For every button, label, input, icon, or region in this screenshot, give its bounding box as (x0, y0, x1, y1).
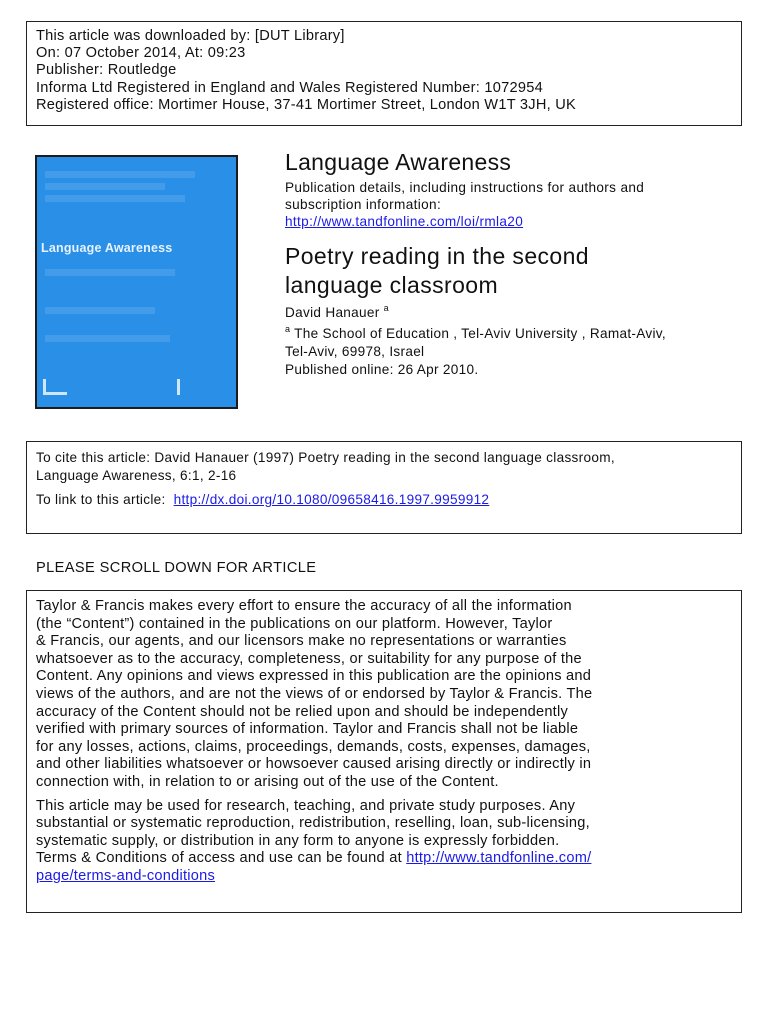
publication-details-line: subscription information: (285, 197, 442, 212)
terms-line: This article may be used for research, teaching, and private study purposes. Any (36, 797, 576, 814)
download-info-line: Publisher: Routledge (36, 62, 177, 79)
journal-url-link[interactable]: http://www.tandfonline.com/loi/rmla20 (285, 214, 524, 229)
download-info-line: On: 07 October 2014, At: 09:23 (36, 45, 246, 62)
download-info-line: This article was downloaded by: [DUT Library] (36, 28, 345, 44)
cover-decoration (45, 269, 175, 276)
terms-line: substantial or systematic reproduction, redistribution, reselling, loan, sub-licensing, (36, 815, 590, 832)
cover-decoration (45, 183, 165, 190)
terms-line: whatsoever as to the accuracy, completeness, or suitability for any purpose of the (36, 650, 582, 667)
publisher-logo-icon (43, 379, 67, 395)
affiliation-line-2: Tel-Aviv, 69978, Israel (285, 344, 425, 359)
download-info-box (26, 21, 742, 126)
terms-line: systematic supply, or distribution in any form to anyone is expressly forbidden. (36, 832, 560, 849)
routledge-logo-icon (177, 379, 191, 395)
author-name-text: David Hanauer (285, 305, 380, 320)
usage-paragraph (36, 798, 733, 886)
download-info-line: Registered office: Mortimer House, 37-41 Mortimer Street, London W1T 3JH, UK (36, 96, 576, 113)
terms-link-part1[interactable]: http://www.tandfonline.com/ (406, 850, 592, 867)
terms-line (36, 850, 733, 868)
journal-title: Language Awareness (285, 149, 512, 175)
author-superscript: a (383, 303, 389, 313)
publication-details-line: Publication details, including instructions for authors and (285, 180, 645, 195)
publication-details (285, 179, 644, 230)
cover-decoration (45, 195, 185, 202)
terms-conditions-text: Terms & Conditions of access and use can be found at (36, 850, 407, 867)
author-name (285, 304, 666, 322)
article-link-label: To link to this article: (36, 492, 166, 507)
download-info-line: Informa Ltd Registered in England and Wales Registered Number: 1072954 (36, 79, 543, 96)
citation-box (26, 441, 742, 534)
cover-decoration (45, 307, 155, 314)
terms-line: Taylor & Francis makes every effort to ensure the accuracy of all the information (36, 598, 572, 614)
terms-line: Content. Any opinions and views expressed in this publication are the opinions and (36, 668, 592, 685)
terms-line: connection with, in relation to or arising out of the use of the Content. (36, 773, 499, 790)
terms-line: & Francis, our agents, and our licensors make no representations or warranties (36, 633, 567, 650)
terms-line: and other liabilities whatsoever or howsoever caused arising directly or indirectly in (36, 756, 592, 773)
affiliation-text: The School of Education , Tel-Aviv University , Ramat-Aviv, (294, 326, 666, 341)
citation-line: Language Awareness, 6:1, 2-16 (36, 467, 237, 483)
article-link-row (36, 491, 741, 509)
cover-decoration (45, 171, 195, 178)
doi-link[interactable]: http://dx.doi.org/10.1080/09658416.1997.9959912 (173, 492, 490, 507)
article-title (285, 242, 589, 299)
terms-line: accuracy of the Content should not be relied upon and should be independently (36, 703, 569, 720)
journal-cover-image (35, 155, 238, 409)
affiliation-line (285, 325, 666, 343)
cover-decoration (45, 335, 170, 342)
terms-box (26, 590, 742, 913)
author-block (285, 304, 666, 379)
terms-line: views of the authors, and are not the views of or endorsed by Taylor & Francis. The (36, 685, 593, 702)
article-title-line: Poetry reading in the second (285, 243, 590, 269)
scroll-notice: PLEASE SCROLL DOWN FOR ARTICLE (36, 560, 317, 576)
terms-line: for any losses, actions, claims, proceedings, demands, costs, expenses, damages, (36, 738, 591, 755)
terms-line: verified with primary sources of information. Taylor and Francis shall not be liable (36, 721, 579, 738)
article-title-line: language classroom (285, 271, 499, 298)
terms-link-part2[interactable]: page/terms-and-conditions (36, 867, 216, 884)
terms-line: (the “Content”) contained in the publications on our platform. However, Taylor (36, 615, 553, 632)
citation-line: To cite this article: David Hanauer (1997) Poetry reading in the second language classroom, (36, 450, 615, 465)
published-online: Published online: 26 Apr 2010. (285, 362, 479, 377)
cover-title: Language Awareness (41, 241, 173, 255)
affiliation-superscript: a (285, 324, 291, 334)
disclaimer-paragraph (36, 598, 733, 792)
